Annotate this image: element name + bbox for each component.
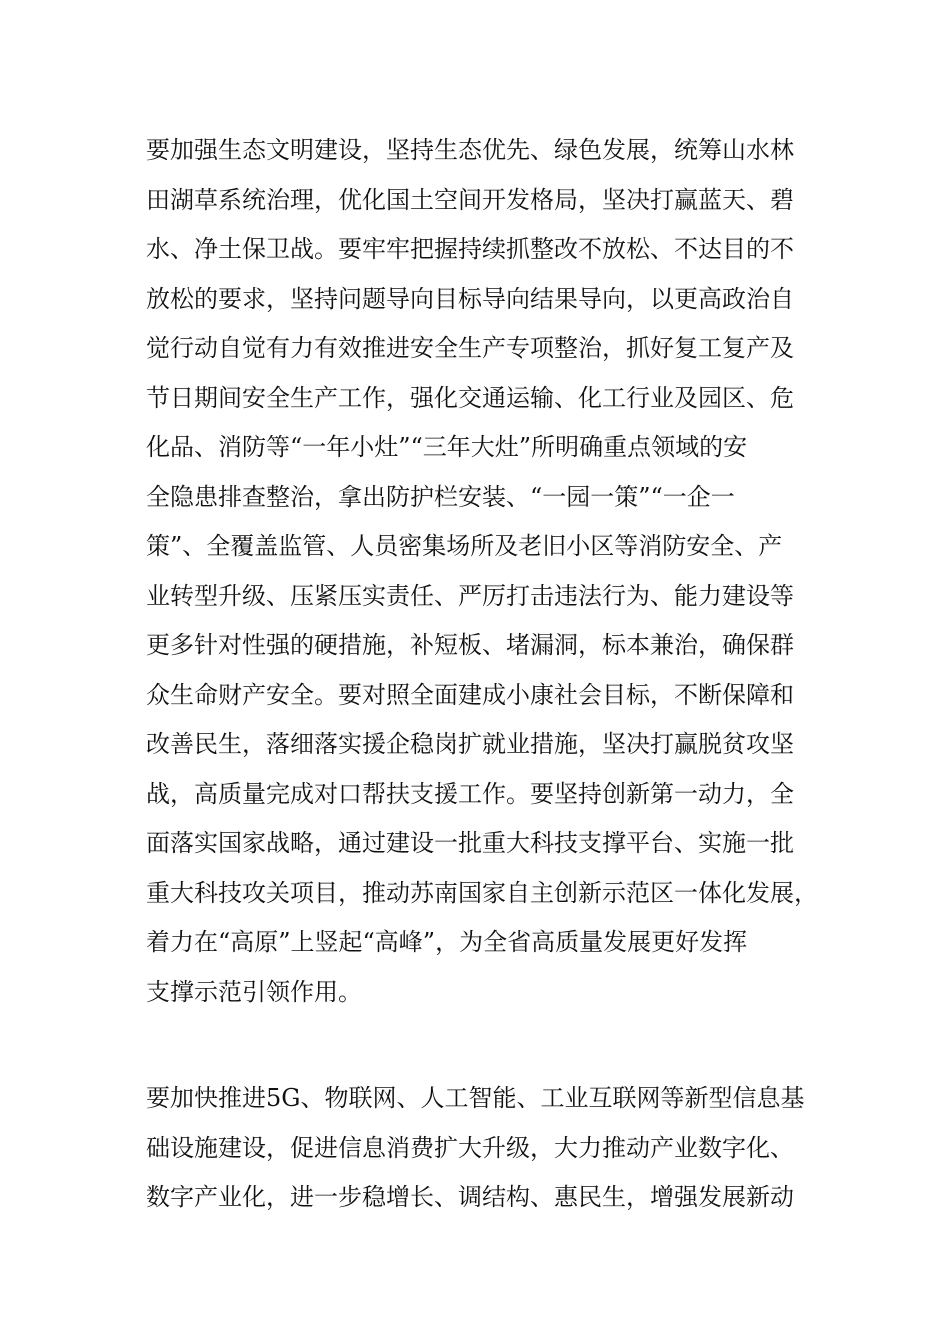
text-line: 支撑示范引领作用。 (146, 977, 362, 1006)
text-line: 数字产业化，进一步稳增长、调结构、惠民生，增强发展新动 (146, 1183, 794, 1211)
text-line: 化品、消防等“一年小灶”“三年大灶”所明确重点领域的安 (146, 433, 748, 461)
text-line: 面落实国家战略，通过建设一批重大科技支撑平台、实施一批 (146, 829, 794, 857)
text-line: 础设施建设，促进信息消费扩大升级，大力推动产业数字化、 (146, 1133, 794, 1162)
text-line: 要加快推进5G、物联网、人工智能、工业互联网等新型信息基 (146, 1084, 805, 1112)
text-line: 水、净土保卫战。要牢牢把握持续抓整改不放松、不达目的不 (146, 235, 794, 263)
text-line: 着力在“高原”上竖起“高峰”，为全省高质量发展更好发挥 (146, 928, 748, 956)
text-line: 全隐患排查整治，拿出防护栏安装、“一园一策”“一企一 (146, 482, 735, 511)
text-line: 众生命财产安全。要对照全面建成小康社会目标，不断保障和 (146, 680, 794, 709)
text-line: 改善民生，落细落实援企稳岗扩就业措施，坚决打赢脱贫攻坚 (146, 730, 794, 758)
text-line: 田湖草系统治理，优化国土空间开发格局，坚决打赢蓝天、碧 (146, 185, 794, 214)
paragraph-ecology-safety (146, 126, 826, 1017)
text-line: 战，高质量完成对口帮扶支援工作。要坚持创新第一动力，全 (146, 779, 794, 808)
text-line: 觉行动自觉有力有效推进安全生产专项整治，抓好复工复产及 (146, 334, 794, 362)
text-line: 要加强生态文明建设，坚持生态优先、绿色发展，统筹山水林 (146, 136, 794, 164)
paragraph-digital-infrastructure (146, 1074, 826, 1223)
text-line: 节日期间安全生产工作，强化交通运输、化工行业及园区、危 (146, 383, 794, 412)
text-line: 业转型升级、压紧压实责任、严厉打击违法行为、能力建设等 (146, 581, 794, 610)
text-line: 策”、全覆盖监管、人员密集场所及老旧小区等消防安全、产 (146, 532, 783, 560)
text-line: 重大科技攻关项目，推动苏南国家自主创新示范区一体化发展， (146, 878, 818, 907)
text-line: 更多针对性强的硬措施，补短板、堵漏洞，标本兼治，确保群 (146, 631, 794, 659)
text-line: 放松的要求，坚持问题导向目标导向结果导向，以更高政治自 (146, 284, 794, 313)
